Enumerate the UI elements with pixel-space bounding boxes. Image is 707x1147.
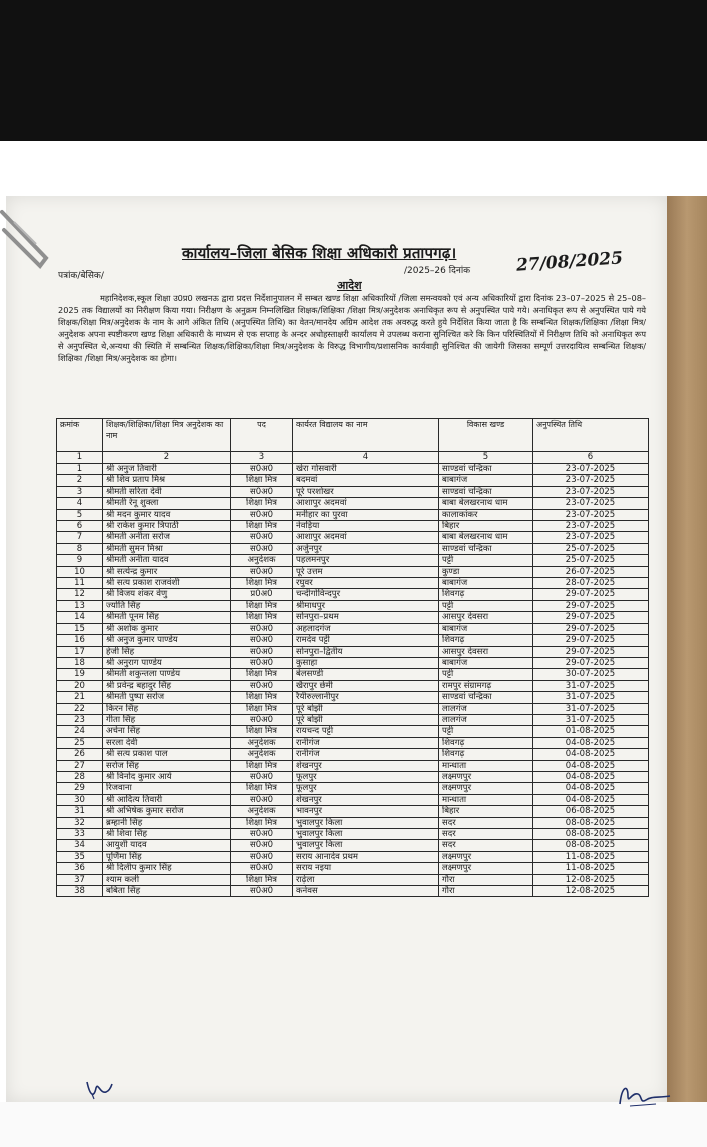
officer-signature-icon xyxy=(616,1082,672,1110)
school-cell: अर्जुनपुर xyxy=(293,543,439,554)
date-cell: 12-08-2025 xyxy=(533,886,649,897)
post-cell: प्र0अ0 xyxy=(231,589,293,600)
post-cell: स0अ0 xyxy=(231,771,293,782)
block-cell: गौरा xyxy=(439,874,533,885)
block-cell: पट्टी xyxy=(439,726,533,737)
block-cell: साण्डवां चन्द्रिका xyxy=(439,486,533,497)
date-cell: 31-07-2025 xyxy=(533,680,649,691)
serial-cell: 1 xyxy=(57,464,103,475)
block-cell: शिवगढ़ xyxy=(439,737,533,748)
serial-cell: 33 xyxy=(57,829,103,840)
block-cell: लक्ष्मणपुर xyxy=(439,771,533,782)
serial-cell: 13 xyxy=(57,600,103,611)
school-cell: कुसाहा xyxy=(293,657,439,668)
name-cell: श्री राकेश कुमार त्रिपाठी xyxy=(103,521,231,532)
table-row xyxy=(57,623,649,634)
table-row xyxy=(57,532,649,543)
block-cell: पट्टी xyxy=(439,555,533,566)
name-cell: श्रीमती अनीता सरोज xyxy=(103,532,231,543)
school-cell: रघुवर xyxy=(293,578,439,589)
initials-signature-icon xyxy=(84,1078,114,1100)
serial-cell: 25 xyxy=(57,737,103,748)
date-cell: 04-08-2025 xyxy=(533,783,649,794)
table-row xyxy=(57,589,649,600)
name-cell: श्री अनुराग पाण्डेय xyxy=(103,657,231,668)
column-number: 3 xyxy=(231,452,293,464)
screen-bottom-area xyxy=(0,1102,707,1147)
order-heading: आदेश xyxy=(337,279,362,292)
block-cell: मान्धाता xyxy=(439,760,533,771)
date-cell: 23-07-2025 xyxy=(533,509,649,520)
serial-cell: 34 xyxy=(57,840,103,851)
school-cell: श्रीमाधपुर xyxy=(293,600,439,611)
post-cell: शिक्षा मित्र xyxy=(231,612,293,623)
name-cell: श्री विजय शंकर वेणु xyxy=(103,589,231,600)
column-number: 2 xyxy=(103,452,231,464)
date-cell: 25-07-2025 xyxy=(533,543,649,554)
block-cell: शिवगढ़ xyxy=(439,589,533,600)
name-cell: पूर्णिमा सिंह xyxy=(103,851,231,862)
serial-cell: 4 xyxy=(57,498,103,509)
serial-cell: 16 xyxy=(57,635,103,646)
block-cell: आसपुर देवसरा xyxy=(439,612,533,623)
table-header-row xyxy=(57,419,649,452)
date-cell: 31-07-2025 xyxy=(533,703,649,714)
table-row xyxy=(57,464,649,475)
name-cell: आयुशी यादव xyxy=(103,840,231,851)
table-row xyxy=(57,749,649,760)
name-cell: श्री मदन कुमार यादव xyxy=(103,509,231,520)
date-cell: 04-08-2025 xyxy=(533,749,649,760)
name-cell: श्रीमती सरिता देवी xyxy=(103,486,231,497)
date-cell: 23-07-2025 xyxy=(533,475,649,486)
serial-cell: 6 xyxy=(57,521,103,532)
post-cell: स0अ0 xyxy=(231,566,293,577)
name-cell: बबिता सिंह xyxy=(103,886,231,897)
post-cell: स0अ0 xyxy=(231,623,293,634)
table-row xyxy=(57,669,649,680)
block-cell: कुण्डा xyxy=(439,566,533,577)
school-cell: चन्दीगोविन्दपुर xyxy=(293,589,439,600)
post-cell: शिक्षा मित्र xyxy=(231,726,293,737)
serial-cell: 27 xyxy=(57,760,103,771)
table-row xyxy=(57,851,649,862)
block-cell: रामपुर संग्रामगढ़ xyxy=(439,680,533,691)
post-cell: शिक्षा मित्र xyxy=(231,760,293,771)
name-cell: श्री अनुज कुमार पाण्डेय xyxy=(103,635,231,646)
post-cell: शिक्षा मित्र xyxy=(231,692,293,703)
name-cell: श्री अभिषेक कुमार सरोज xyxy=(103,806,231,817)
date-cell: 08-08-2025 xyxy=(533,829,649,840)
table-row xyxy=(57,714,649,725)
school-cell: आशापुर अदमवां xyxy=(293,498,439,509)
column-number: 4 xyxy=(293,452,439,464)
post-cell: शिक्षा मित्र xyxy=(231,578,293,589)
name-cell: श्री प्रवेन्द्र बहादुर सिंह xyxy=(103,680,231,691)
table-row xyxy=(57,886,649,897)
school-cell: शेखनपुर xyxy=(293,760,439,771)
date-cell: 31-07-2025 xyxy=(533,692,649,703)
name-cell: श्रीमती पूनम सिंह xyxy=(103,612,231,623)
block-cell: शिवगढ़ xyxy=(439,635,533,646)
post-cell: अनुदेशक xyxy=(231,806,293,817)
date-cell: 23-07-2025 xyxy=(533,532,649,543)
date-cell: 29-07-2025 xyxy=(533,646,649,657)
school-cell: भावनपुर xyxy=(293,806,439,817)
date-cell: 29-07-2025 xyxy=(533,657,649,668)
column-number-row xyxy=(57,452,649,464)
table-row xyxy=(57,817,649,828)
post-cell: शिक्षा मित्र xyxy=(231,600,293,611)
table-body xyxy=(57,464,649,897)
school-cell: पहलमनपुर xyxy=(293,555,439,566)
school-cell: पूरे परशोखर xyxy=(293,486,439,497)
post-cell: शिक्षा मित्र xyxy=(231,874,293,885)
school-cell: पूरे बोझी xyxy=(293,714,439,725)
date-cell: 29-07-2025 xyxy=(533,635,649,646)
block-cell: लालगंज xyxy=(439,714,533,725)
serial-cell: 14 xyxy=(57,612,103,623)
serial-cell: 5 xyxy=(57,509,103,520)
date-cell: 28-07-2025 xyxy=(533,578,649,589)
post-cell: स0अ0 xyxy=(231,657,293,668)
date-cell: 26-07-2025 xyxy=(533,566,649,577)
table-row xyxy=(57,874,649,885)
serial-cell: 17 xyxy=(57,646,103,657)
date-cell: 04-08-2025 xyxy=(533,794,649,805)
school-cell: अहलादगंज xyxy=(293,623,439,634)
school-cell: रानीगंज xyxy=(293,749,439,760)
date-cell: 06-08-2025 xyxy=(533,806,649,817)
post-cell: स0अ0 xyxy=(231,863,293,874)
post-cell: शिक्षा मित्र xyxy=(231,703,293,714)
name-cell: श्री शिव प्रताप मिश्र xyxy=(103,475,231,486)
date-cell: 29-07-2025 xyxy=(533,623,649,634)
school-cell: फूलपुर xyxy=(293,783,439,794)
block-cell: बिहार xyxy=(439,521,533,532)
block-cell: बाबागंज xyxy=(439,623,533,634)
date-cell: 11-08-2025 xyxy=(533,851,649,862)
block-cell: पट्टी xyxy=(439,669,533,680)
post-cell: शिक्षा मित्र xyxy=(231,817,293,828)
serial-cell: 12 xyxy=(57,589,103,600)
serial-cell: 7 xyxy=(57,532,103,543)
header-serial: क्रमांक xyxy=(57,419,103,452)
block-cell: पट्टी xyxy=(439,600,533,611)
name-cell: श्री आदित्य तिवारी xyxy=(103,794,231,805)
table-row xyxy=(57,737,649,748)
block-cell: सदर xyxy=(439,829,533,840)
date-cell: 12-08-2025 xyxy=(533,874,649,885)
table-row xyxy=(57,657,649,668)
serial-cell: 23 xyxy=(57,714,103,725)
post-cell: स0अ0 xyxy=(231,486,293,497)
date-cell: 08-08-2025 xyxy=(533,817,649,828)
school-cell: पूरे बोझी xyxy=(293,703,439,714)
serial-cell: 19 xyxy=(57,669,103,680)
table-row xyxy=(57,543,649,554)
date-cell: 29-07-2025 xyxy=(533,589,649,600)
school-cell: फूलपुर xyxy=(293,771,439,782)
serial-cell: 21 xyxy=(57,692,103,703)
school-cell: कनेवस xyxy=(293,886,439,897)
name-cell: सरोज सिंह xyxy=(103,760,231,771)
school-cell: राढ़ेला xyxy=(293,874,439,885)
school-cell: भुवालपुर किला xyxy=(293,840,439,851)
post-cell: स0अ0 xyxy=(231,646,293,657)
school-cell: रैयीरुल्लानीपुर xyxy=(293,692,439,703)
school-cell: मनीहार का पुरवा xyxy=(293,509,439,520)
name-cell: हेजी सिंह xyxy=(103,646,231,657)
serial-cell: 29 xyxy=(57,783,103,794)
date-cell: 04-08-2025 xyxy=(533,737,649,748)
serial-cell: 38 xyxy=(57,886,103,897)
date-cell: 23-07-2025 xyxy=(533,486,649,497)
name-cell: श्री सत्य प्रकाश राजवंशी xyxy=(103,578,231,589)
block-cell: लालगंज xyxy=(439,703,533,714)
table-row xyxy=(57,840,649,851)
name-cell: श्री अनुज तिवारी xyxy=(103,464,231,475)
name-cell: रिजवाना xyxy=(103,783,231,794)
table-row xyxy=(57,486,649,497)
school-cell: सोनपुरा–द्वितीय xyxy=(293,646,439,657)
table-row xyxy=(57,521,649,532)
table-row xyxy=(57,771,649,782)
block-cell: साण्डवां चन्द्रिका xyxy=(439,543,533,554)
table-row xyxy=(57,760,649,771)
name-cell: श्री सत्य प्रकाश पाल xyxy=(103,749,231,760)
paper-clip-icon xyxy=(0,200,60,280)
serial-cell: 20 xyxy=(57,680,103,691)
header-block: विकास खण्ड xyxy=(439,419,533,452)
date-cell: 23-07-2025 xyxy=(533,521,649,532)
name-cell: श्री शिवा सिंह xyxy=(103,829,231,840)
post-cell: स0अ0 xyxy=(231,464,293,475)
table-row xyxy=(57,863,649,874)
serial-cell: 32 xyxy=(57,817,103,828)
serial-cell: 15 xyxy=(57,623,103,634)
table-row xyxy=(57,692,649,703)
name-cell: श्रीमती सुमन मिश्रा xyxy=(103,543,231,554)
school-cell: बेलसण्डी xyxy=(293,669,439,680)
table-row xyxy=(57,509,649,520)
table-row xyxy=(57,726,649,737)
school-cell: नेवड़िया xyxy=(293,521,439,532)
table-row xyxy=(57,794,649,805)
name-cell: श्रीमती रेनू शुक्ला xyxy=(103,498,231,509)
block-cell: सदर xyxy=(439,840,533,851)
school-cell: पूरे उत्तम xyxy=(293,566,439,577)
school-cell: खेरा गोसवारी xyxy=(293,464,439,475)
date-cell: 04-08-2025 xyxy=(533,760,649,771)
serial-cell: 31 xyxy=(57,806,103,817)
serial-cell: 28 xyxy=(57,771,103,782)
header-absent-date: अनुपस्थित तिथि xyxy=(533,419,649,452)
table-row xyxy=(57,646,649,657)
name-cell: श्री दिलीप कुमार सिंह xyxy=(103,863,231,874)
block-cell: कालाकांकर xyxy=(439,509,533,520)
table-row xyxy=(57,680,649,691)
date-cell: 08-08-2025 xyxy=(533,840,649,851)
date-cell: 04-08-2025 xyxy=(533,771,649,782)
table-row xyxy=(57,612,649,623)
post-cell: अनुदेशक xyxy=(231,749,293,760)
table-row xyxy=(57,566,649,577)
name-cell: श्रीमती पुष्पा सरोज xyxy=(103,692,231,703)
serial-cell: 9 xyxy=(57,555,103,566)
school-cell: शेखनपुर xyxy=(293,794,439,805)
serial-cell: 8 xyxy=(57,543,103,554)
school-cell: रानीगंज xyxy=(293,737,439,748)
serial-cell: 36 xyxy=(57,863,103,874)
handwritten-date: 27/08/2025 xyxy=(515,248,624,276)
block-cell: सदर xyxy=(439,817,533,828)
serial-cell: 18 xyxy=(57,657,103,668)
post-cell: अनुदेशक xyxy=(231,555,293,566)
serial-cell: 10 xyxy=(57,566,103,577)
table-row xyxy=(57,703,649,714)
post-cell: शिक्षा मित्र xyxy=(231,783,293,794)
date-cell: 11-08-2025 xyxy=(533,863,649,874)
name-cell: सरला देवी xyxy=(103,737,231,748)
post-cell: स0अ0 xyxy=(231,532,293,543)
school-cell: भुवालपुर किला xyxy=(293,829,439,840)
serial-cell: 30 xyxy=(57,794,103,805)
block-cell: गौरा xyxy=(439,886,533,897)
block-cell: लक्ष्मणपुर xyxy=(439,863,533,874)
post-cell: स0अ0 xyxy=(231,635,293,646)
table-row xyxy=(57,829,649,840)
column-number: 5 xyxy=(439,452,533,464)
reference-number: पत्रांक/बेसिक/ xyxy=(58,271,104,281)
post-cell: स0अ0 xyxy=(231,851,293,862)
year-date-label: /2025–26 दिनांक xyxy=(404,266,471,276)
table-row xyxy=(57,578,649,589)
date-cell: 23-07-2025 xyxy=(533,464,649,475)
block-cell: आसपुर देवसरा xyxy=(439,646,533,657)
column-number: 1 xyxy=(57,452,103,464)
post-cell: स0अ0 xyxy=(231,509,293,520)
order-body-text: महानिदेशक,स्कूल शिक्षा उ0प्र0 लखनऊ द्वारा प्रदत्त निर्देशानुपालन में सम्बत खण्ड शिक्षा अधिकारियों /जिला समन्वयको एवं अन्य अधिकारियों द्वारा दिनांक 23–07–2025 से 25–08–2025 तक विद्यालयों का निरीक्षण किया गया। निरीक्षण के अनुक्रम निम्नलिखित शिक्षक/शिक्षिका /शिक्षा मित्र/अनुदेशक अनाधिकृत रूप से अनुपस्थित पाये गये। अनाधिकृत रूप से अनुपस्थित पाये गये शिक्षक/शिक्षा मित्र/अनुदेशक के नाम के आगे अंकित तिथि (अनुपस्थित तिथि) का वेतन/मानदेय अग्रिम आदेश तक अवरुद्ध करते हुये निर्देशित किया जाता है कि सम्बन्धित शिक्षक/शिक्षिका /शिक्षा मित्र/अनुदेशक अपना स्पष्टीकरण खण्ड शिक्षा अधिकारी के माध्यम से एक सप्ताह के अन्दर अधोहस्ताक्षरी कार्यालय मे उपलब्ध कराना सुनिश्चित करे कि किन परिस्थितियों में निरीक्षण तिथि को अनाधिकृत रूप से अनुपस्थित थे,अन्यथा की स्थिति में सम्बन्धित शिक्षक/शिक्षिका/शिक्षा मित्र/अनुदेशक के विरुद्ध विभागीय/प्रशासनिक कार्यवाही सुनिश्चित की जायेगी जिसका सम्पूर्ण उत्तरदायित्व सम्बन्धित शिक्षक/शिक्षिका /शिक्षा मित्र/अनुदेशक का होगा। xyxy=(58,293,646,364)
school-cell: सराय नइया xyxy=(293,863,439,874)
serial-cell: 26 xyxy=(57,749,103,760)
serial-cell: 3 xyxy=(57,486,103,497)
date-cell: 29-07-2025 xyxy=(533,612,649,623)
serial-cell: 35 xyxy=(57,851,103,862)
school-cell: भुवालपुर किला xyxy=(293,817,439,828)
post-cell: शिक्षा मित्र xyxy=(231,521,293,532)
post-cell: शिक्षा मित्र xyxy=(231,669,293,680)
block-cell: बाबा बेलखरनाथ धाम xyxy=(439,532,533,543)
name-cell: श्री विनोद कुमार आर्य xyxy=(103,771,231,782)
block-cell: साण्डवां चन्द्रिका xyxy=(439,692,533,703)
name-cell: श्री अशोक कुमार xyxy=(103,623,231,634)
date-cell: 29-07-2025 xyxy=(533,600,649,611)
school-cell: रायचन्द पट्टी xyxy=(293,726,439,737)
name-cell: ज्योति सिंह xyxy=(103,600,231,611)
block-cell: मान्धाता xyxy=(439,794,533,805)
table-row xyxy=(57,635,649,646)
post-cell: स0अ0 xyxy=(231,794,293,805)
header-post: पद xyxy=(231,419,293,452)
block-cell: बाबा बेलखरनाथ धाम xyxy=(439,498,533,509)
name-cell: गीता सिंह xyxy=(103,714,231,725)
school-cell: रामदेव पट्टी xyxy=(293,635,439,646)
post-cell: स0अ0 xyxy=(231,829,293,840)
name-cell: श्री सत्येन्द्र कुमार xyxy=(103,566,231,577)
school-cell: खैरापुर छेमी xyxy=(293,680,439,691)
name-cell: श्रीमती अनीता यादव xyxy=(103,555,231,566)
serial-cell: 22 xyxy=(57,703,103,714)
block-cell: बाबागंज xyxy=(439,475,533,486)
table-row xyxy=(57,600,649,611)
post-cell: स0अ0 xyxy=(231,543,293,554)
block-cell: साण्डवां चन्द्रिका xyxy=(439,464,533,475)
name-cell: श्याम कली xyxy=(103,874,231,885)
post-cell: शिक्षा मित्र xyxy=(231,498,293,509)
serial-cell: 37 xyxy=(57,874,103,885)
name-cell: ब्रम्हानी सिंह xyxy=(103,817,231,828)
desk-background xyxy=(667,196,707,1147)
table-row xyxy=(57,783,649,794)
table-row xyxy=(57,806,649,817)
office-title: कार्यालय–जिला बेसिक शिक्षा अधिकारी प्रतापगढ़। xyxy=(182,244,457,262)
date-cell: 25-07-2025 xyxy=(533,555,649,566)
serial-cell: 24 xyxy=(57,726,103,737)
block-cell: बाबागंज xyxy=(439,578,533,589)
post-cell: स0अ0 xyxy=(231,714,293,725)
block-cell: बिहार xyxy=(439,806,533,817)
header-name: शिक्षक/शिक्षिका/शिक्षा मित्र अनुदेशक का नाम xyxy=(103,419,231,452)
post-cell: अनुदेशक xyxy=(231,737,293,748)
date-cell: 01-08-2025 xyxy=(533,726,649,737)
block-cell: लक्ष्मणपुर xyxy=(439,851,533,862)
block-cell: बाबागंज xyxy=(439,657,533,668)
table-row xyxy=(57,555,649,566)
date-cell: 30-07-2025 xyxy=(533,669,649,680)
post-cell: स0अ0 xyxy=(231,840,293,851)
screen-top-bar xyxy=(0,0,707,141)
post-cell: स0अ0 xyxy=(231,680,293,691)
school-cell: सोनपुरा–प्रथम xyxy=(293,612,439,623)
serial-cell: 2 xyxy=(57,475,103,486)
name-cell: श्रीमती शकुन्तला पाण्डेय xyxy=(103,669,231,680)
school-cell: सराय आनादेव प्रथम xyxy=(293,851,439,862)
post-cell: स0अ0 xyxy=(231,886,293,897)
school-cell: आशापुर अदमवां xyxy=(293,532,439,543)
block-cell: लक्ष्मणपुर xyxy=(439,783,533,794)
table-row xyxy=(57,475,649,486)
date-cell: 23-07-2025 xyxy=(533,498,649,509)
school-cell: बदमवां xyxy=(293,475,439,486)
column-number: 6 xyxy=(533,452,649,464)
date-cell: 31-07-2025 xyxy=(533,714,649,725)
header-school: कार्यरत विद्यालय का नाम xyxy=(293,419,439,452)
post-cell: शिक्षा मित्र xyxy=(231,475,293,486)
name-cell: अर्चना सिंह xyxy=(103,726,231,737)
block-cell: शिवगढ़ xyxy=(439,749,533,760)
name-cell: किरन सिंह xyxy=(103,703,231,714)
absence-table xyxy=(56,418,649,897)
serial-cell: 11 xyxy=(57,578,103,589)
table-row xyxy=(57,498,649,509)
